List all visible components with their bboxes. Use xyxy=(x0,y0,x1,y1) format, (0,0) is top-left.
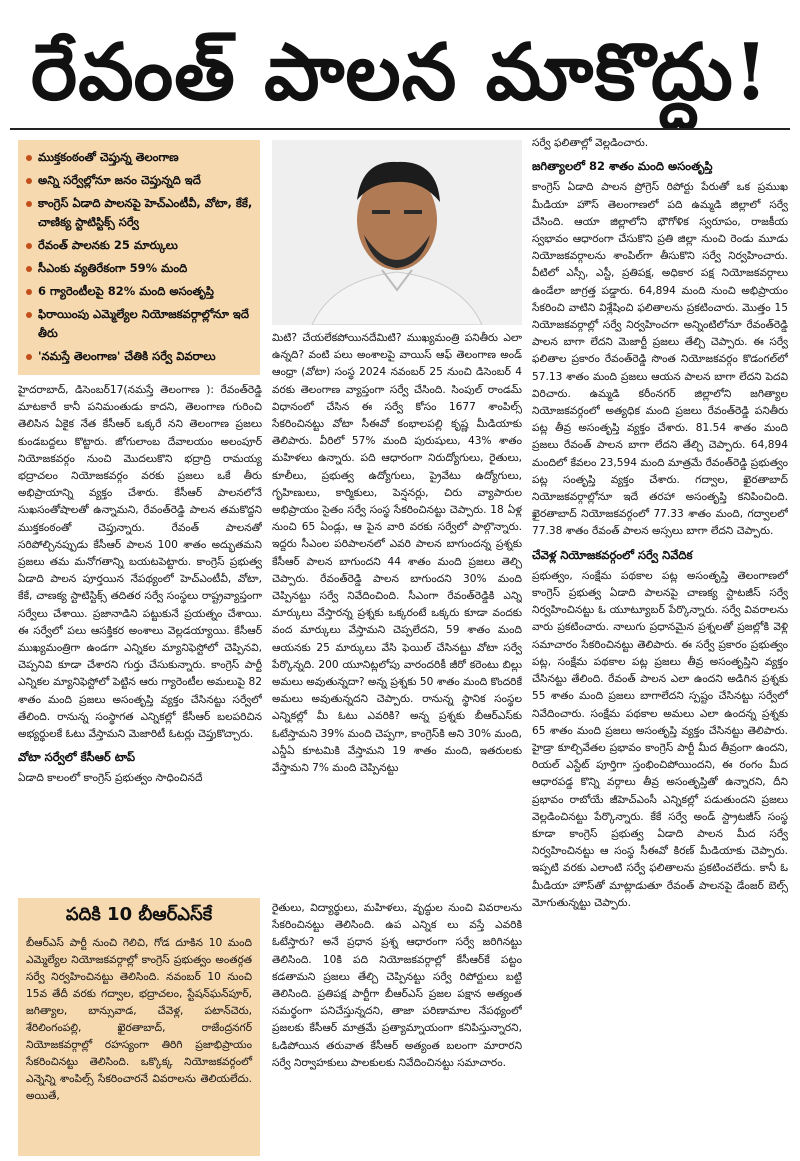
cm-photo xyxy=(272,140,522,325)
subheading: చేవెళ్ల నియోజకవర్గంలో సర్వే నివేదిక xyxy=(532,547,693,562)
paragraph: రైతులు, విద్యార్థులు, మహిళలు, వృద్ధుల నుంచి వివరాలను సేకరించినట్టు తెలిసింది. ఉప ఎన్నిక లు వస్తే ఎవరికి ఓటేస్తారు? అనే ప్రధాన ప్రశ్న ఆధారంగా సర్వే జరిగినట్టు తెలిసింది. 10కి పది నియోజకవర్గాల్లో కేసీఆర్‌కే పట్టం కడతామని ప్రజలు తేల్చి చెప్పినట్టు సర్వే రిపోర్టులు బట్టి తెలిసింది. ప్రతిపక్ష పార్టీగా బీఆర్ఎస్ ప్రజల పక్షాన అత్యంత సమర్థంగా పనిచేస్తున్నదని, తాజా పరిణామాల నేపథ్యంలో ప్రజలకు కేసీఆర్ మాత్రమే ప్రత్యామ్నాయంగా కనిపిస్తున్నారని, ఓడిపోయిన తరువాత కేసీఆర్ అత్యంత బలంగా మారారని సర్వే నిర్వాహకులు పాలకులకు నివేదించినట్టు సమాచారం. xyxy=(272,902,522,1069)
headline: రేవంత్ పాలన మాకొద్దు! xyxy=(30,27,770,118)
brs-box xyxy=(18,898,260,1156)
column-1 xyxy=(18,382,262,892)
subheading: వోటా సర్వేలో కేసీఆర్ టాప్ xyxy=(18,750,136,765)
highlight-item: అన్ని సర్వేల్లోనూ జనం చెప్తున్నది ఇదే xyxy=(26,171,254,190)
subheading: జగిత్యాలలో 82 శాతం మంది అసంతృప్తి xyxy=(532,159,713,174)
headline-rule xyxy=(10,128,790,130)
paragraph: మిటి? చేయలేకపోయినదేమిటి? ముఖ్యమంత్రి పనితీరు ఎలా ఉన్నది? వంటి పలు అంశాలపై వాయిస్ ఆఫ్ తెలంగాణ అండ్ ఆంధ్రా (వోటా) సంస్థ 2024 నవంబర్ 25 నుంచి డిసెంబర్ 4 వరకు తెలంగాణ వ్యాప్తంగా సర్వే చేసింది. సింపుల్ రాండమ్ విధానంలో చేసిన ఈ సర్వే కోసం 1677 శాంపిల్స్ సేకరించినట్టు వోటా సీఈవో కంభాలపల్లి కృష్ణ మీడియాకు తెలిపారు. వీరిలో 57% మంది పురుషులు, 43% శాతం మహిళలు ఉన్నారు. పది ఆధారంగా నిరుద్యోగులు, రైతులు, కూలీలు, ప్రభుత్వ ఉద్యోగులు, ప్రైవేటు ఉద్యోగులు, గృహిణులు, కార్మికులు, పెన్షనర్లు, చిరు వ్యాపారుల అభిప్రాయం సైతం సర్వే సంస్థ సేకరించినట్టు చెప్పారు. 18 ఏళ్ల నుంచి 65 ఏండ్లు, ఆ పైన వారి వరకు సర్వేలో పాల్గొన్నారు. ఇద్దరు సీఎంల పరిపాలనలో ఎవరి పాలన బాగుందన్న ప్రశ్నకు కేసీఆర్ పాలన బాగుందని 44 శాతం మంది ప్రజలు తెల్చి చెప్పారు. రేవంత్‌రెడ్డి పాలన బాగుందని 30% మంది చెప్పినట్టు సర్వే నివేదించింది. సీఎంగా రేవంత్‌రెడ్డికి ఎన్ని మార్కులు వేస్తారన్న ప్రశ్నకు ఒక్కరంటే ఒక్కరు కూడా వందకు వంద మార్కులు వేస్తామని చెప్పలేదని, 59 శాతం మంది ఆయనకు 25 మార్కులు వేసి ఫెయిల్ చేసినట్టు వోటా సర్వే పేర్కొన్నది. 200 యూనిట్లలోపు వారందరికీ జీరో కరెంటు బిల్లు అమలు అవుతున్నదా? అన్న ప్రశ్నకు 50 శాతం మంది కొందరికే అమలు అవుతున్నదని చెప్పారు. రానున్న స్థానిక సంస్థల ఎన్నికల్లో మీ ఓటు ఎవరికి? అన్న ప్రశ్నకు బీఆర్ఎస్‌కు ఓటేస్తామని 39% మంది చెప్పగా, కాంగ్రెస్‌కి అని 30% మంది, ఎన్డీఏ కూటమికి వేస్తామని 19 శాతం మంది, ఇతరులకు వేస్తామని 7% మంది చెప్పినట్టు xyxy=(272,332,522,775)
paragraph: కాంగ్రెస్ ఏడాది పాలన ప్రోగ్రెస్ రిపోర్టు పేరుతో ఒక ప్రముఖ మీడియా హౌస్ తెలంగాణలో పది ఉమ్మడి జిల్లాలో సర్వే చేసింది. ఆయా జిల్లాలోని భౌగోళిక స్వరూపం, రాజకీయ స్వభావం ఆధారంగా చేసుకొని ప్రతి జిల్లా నుంచి రెండు మూడు నియోజకవర్గాలను శాంపిల్‌గా తీసుకొని సర్వే నిర్వహించారు. వీటిలో ఎస్సీ, ఎస్టీ, ప్రతిపక్ష, అధికార పక్ష నియోజకవర్గాలు ఉండేలా జాగ్రత్త పడ్డారు. 64,894 మంది నుంచి అభిప్రాయం సేకరించి వాటిని విశ్లేషించి ఫలితాలను ప్రకటించారు. మొత్తం 15 నియోజకవర్గాల్లో సర్వే నిర్వహించగా అన్నింటిలోనూ రేవంత్‌రెడ్డి పాలన బాగా లేదని మెజార్టీ ప్రజలు తేల్చి చెప్పారు. ఈ సర్వే ఫలితాల ప్రకారం రేవంత్‌రెడ్డి సొంత నియోజకవర్గం కొడంగల్‌లో 57.13 శాతం మంది ప్రజలు ఆయన పాలన బాగా లేదని పెదవి విరిచారు. ఉమ్మడి కరీంనగర్ జిల్లాలోని జగిత్యాల నియోజకవర్గంలో అత్యధిక మంది ప్రజలు రేవంత్‌రెడ్డి పనితీరు పట్ల తీవ్ర అసంతృప్తి వ్యక్తం చేశారు. 81.54 శాతం మంది ప్రజలు రేవంత్ పాలన బాగా లేదని తేల్చి చెప్పారు. 64,894 మందిలో కేవలం 23,594 మంది మాత్రమే రేవంత్‌రెడ్డి ప్రభుత్వం పట్ల సంతృప్తి వ్యక్తం చేశారు. గద్వాల, ఖైరతాబాద్ నియోజకవర్గాల్లోనూ ఇదే తరహా అసంతృప్తి కనిపించింది. ఖైరతాబాద్ నియోజకవర్గంలో 77.33 శాతం మంది, గద్వాలలో 77.38 శాతం రేవంత్ పాలన అస్సలు బాగా లేదని చెప్పారు. xyxy=(532,181,788,538)
column-2-continued xyxy=(272,900,522,1158)
paragraph: ఏడాది కాలంలో కాంగ్రెస్ ప్రభుత్వం సాధించినదే xyxy=(18,772,203,785)
column-2 xyxy=(272,330,522,890)
paragraph: ప్రభుత్వం, సంక్షేమ పథకాల పట్ల అసంతృప్తి తెలంగాణలో కాంగ్రెస్ ప్రభుత్వ ఏడాది పాలనపై చాణక్య స్టాటజీస్ సర్వే నిర్వహించినట్టు ఓ యూట్యూబర్ పేర్కొన్నారు. సర్వే వివరాలను వారు ప్రకటించారు. నాలుగు ప్రధానమైన ప్రశ్నలతో ప్రజల్లోకి వెళ్లి సమాచారం సేకరించినట్టు తెలిపారు. ఈ సర్వే ప్రకారం ప్రభుత్వం పట్ల, సంక్షేమ పథకాల పట్ల ప్రజలు తీవ్ర అసంతృప్తిని వ్యక్తం చేసినట్టు తేలింది. రేవంత్ పాలన ఎలా ఉందని అడిగిన ప్రశ్నకు 55 శాతం మంది ప్రజలు బాగాలేదని స్పష్టం చేసినట్టు సర్వేలో నివేదించారు. సంక్షేమ పథకాల అమలు ఎలా ఉందన్న ప్రశ్నకు 65 శాతం మంది ప్రజలు అసంతృప్తి వ్యక్తం చేసినట్టు తెలిపారు. హైడ్రా కూల్చివేతల ప్రభావం కాంగ్రెస్ పార్టీ మీద తీవ్రంగా ఉందని, రియల్ ఎస్టేట్ పూర్తిగా స్తంభించిపోయిందని, ఈ రంగం మీద ఆధారపడ్డ కొన్ని వర్గాలు తీవ్ర అసంతృప్తితో ఉన్నారని, దీని ప్రభావం రాబోయే జీహెచ్ఎంసీ ఎన్నికల్లో పడుతుందని ప్రజలు వెల్లడించినట్టు పేర్కొన్నారు. కేకే సర్వే అండ్ స్ట్రాటజీస్ సంస్థ కూడా కాంగ్రెస్ ప్రభుత్వ ఏడాది పాలన మీద సర్వే నిర్వహించినట్టు ఆ సంస్థ సీఈవో కిరణ్ మీడియాకు చెప్పారు. ఇప్పటి వరకు ఎలాంటి సర్వే ఫలితాలను ప్రకటించలేదు. కానీ ఓ మీడియా హౌస్‌తో మాట్లాడుతూ రేవంత్ పాలనపై డేంజర్ బెల్స్ మోగుతున్నట్టు చెప్పారు. xyxy=(532,569,788,909)
portrait-illustration xyxy=(272,140,522,325)
highlight-item: ఫిరాయింపు ఎమ్మెల్యేల నియోజకవర్గాల్లోనూ ఇదే తీరు xyxy=(26,305,254,343)
highlight-item: కాంగ్రెస్ ఏడాది పాలనపై హెచ్ఎంటీవీ, వోటా, కేకే, చాణిక్య స్టాటిస్టిక్స్ సర్వే xyxy=(26,194,254,232)
highlight-item: ముక్తకంఠంతో చెప్తున్న తెలంగాణ xyxy=(26,148,254,167)
box-title: పదికి 10 బీఆర్ఎస్‌కే xyxy=(65,904,213,925)
column-3 xyxy=(532,135,788,1157)
box-text: బీఆర్ఎస్ పార్టీ నుంచి గెలిచి, గోడ దూకిన 10 మంది ఎమ్మెల్యేల నియోజకవర్గాల్లో కాంగ్రెస్ ప్రభుత్వం అంతర్గత సర్వే నిర్వహించినట్టు తెలిసింది. నవంబర్ 10 నుంచి 15వ తేదీ వరకు గద్వాల, భద్రాచలం, స్టేషన్‌ఘన్‌పూర్, జగిత్యాల, బాన్సువాడ, చేవెళ్ల, పటాన్‌చెరు, శేరిలింగంపల్లి, ఖైరతాబాద్, రాజేంద్రనగర్ నియోజకవర్గాల్లో రహస్యంగా తిరిగి ప్రజాభిప్రాయం సేకరించినట్టు తెలిసింది. ఒక్కొక్క నియోజకవర్గంలో ఎన్నెన్ని శాంపిల్స్ సేకరించారనే వివరాలను తెలియలేదు. అయితే, xyxy=(26,937,252,1102)
paragraph: సర్వే ఫలితాల్లో వెల్లడించారు. xyxy=(532,137,649,149)
highlight-item: సీఎంకు వ్యతిరేకంగా 59% మంది xyxy=(26,259,254,278)
highlight-item: 6 గ్యారెంటీలపై 82% మంది అసంతృప్తి xyxy=(26,282,254,301)
paragraph: హైదరాబాద్, డిసెంబర్17(నమస్తే తెలంగాణ ): రేవంత్‌రెడ్డి మాటకారే కానీ పనిమంతుడు కాదని, తెలంగాణ గురించి తెలిసిన ఏకైక నేత కేసీఆర్ ఒక్కరే నని తెలంగాణ ప్రజలు కుండబద్దలు కొట్టారు. జోగులాంబ దేవాలయం అలంపూర్ నియోజకవర్గం నుంచి మొదలుకొని భద్రాద్రి రామయ్య భద్రాచలం నియోజకవర్గం వరకు ప్రజలు ఒకే తీరు అభిప్రాయాన్ని వ్యక్తం చేశారు. కేసీఆర్ పాలనలోనే సుఖసంతోషాలతో ఉన్నామని, రేవంత్‌రెడ్డి పాలన తమకొద్దని ముక్తకంఠంతో చెప్తున్నారు. రేవంత్ పాలనతో సరిపోల్చినప్పుడు కేసీఆర్ పాలన 100 శాతం అద్భుతమని ప్రజలు తమ మనోగతాన్ని బయటపెట్టారు. కాంగ్రెస్ ప్రభుత్వ ఏడాది పాలన పూర్తయిన నేపథ్యంలో హెచ్ఎంటీవీ, వోటా, కేకే, చాణక్య స్టాటిస్టిక్స్ తదితర సర్వే సంస్థలు రాష్ట్రవ్యాప్తంగా సర్వేలు చేశాయి. ప్రజానాడిని పట్టుకునే ప్రయత్నం చేశాయి. ఈ సర్వేలో పలు ఆసక్తికర అంశాలు వెల్లడయ్యాయి. కేసీఆర్ ముఖ్యమంత్రిగా ఉండగా ఎన్నికల మ్యానిఫెస్టోలో చెప్పినవి, చెప్పనివి కూడా చేశారని గుర్తు చేసుకున్నారు. కాంగ్రెస్ పార్టీ ఎన్నికల మ్యానిఫెస్టోలో పెట్టిన ఆరు గ్యారెంటీల అమలుపై 82 శాతం మంది ప్రజలు అసంతృప్తి వ్యక్తం చేసినట్టు సర్వేలో తేలింది. రానున్న సంస్థాగత ఎన్నికల్లో కేసీఆర్ బలపరిచిన అభ్యర్థులకే ఓటు వేస్తామని మెజారిటీ ఓటర్లు చెప్తుకొచ్చారు. xyxy=(18,384,262,741)
highlight-item: 'నమస్తే తెలంగాణ' చేతికి సర్వే వివరాలు xyxy=(26,347,254,366)
highlights-box xyxy=(18,140,260,375)
highlight-item: రేవంత్ పాలనకు 25 మార్కులు xyxy=(26,236,254,255)
